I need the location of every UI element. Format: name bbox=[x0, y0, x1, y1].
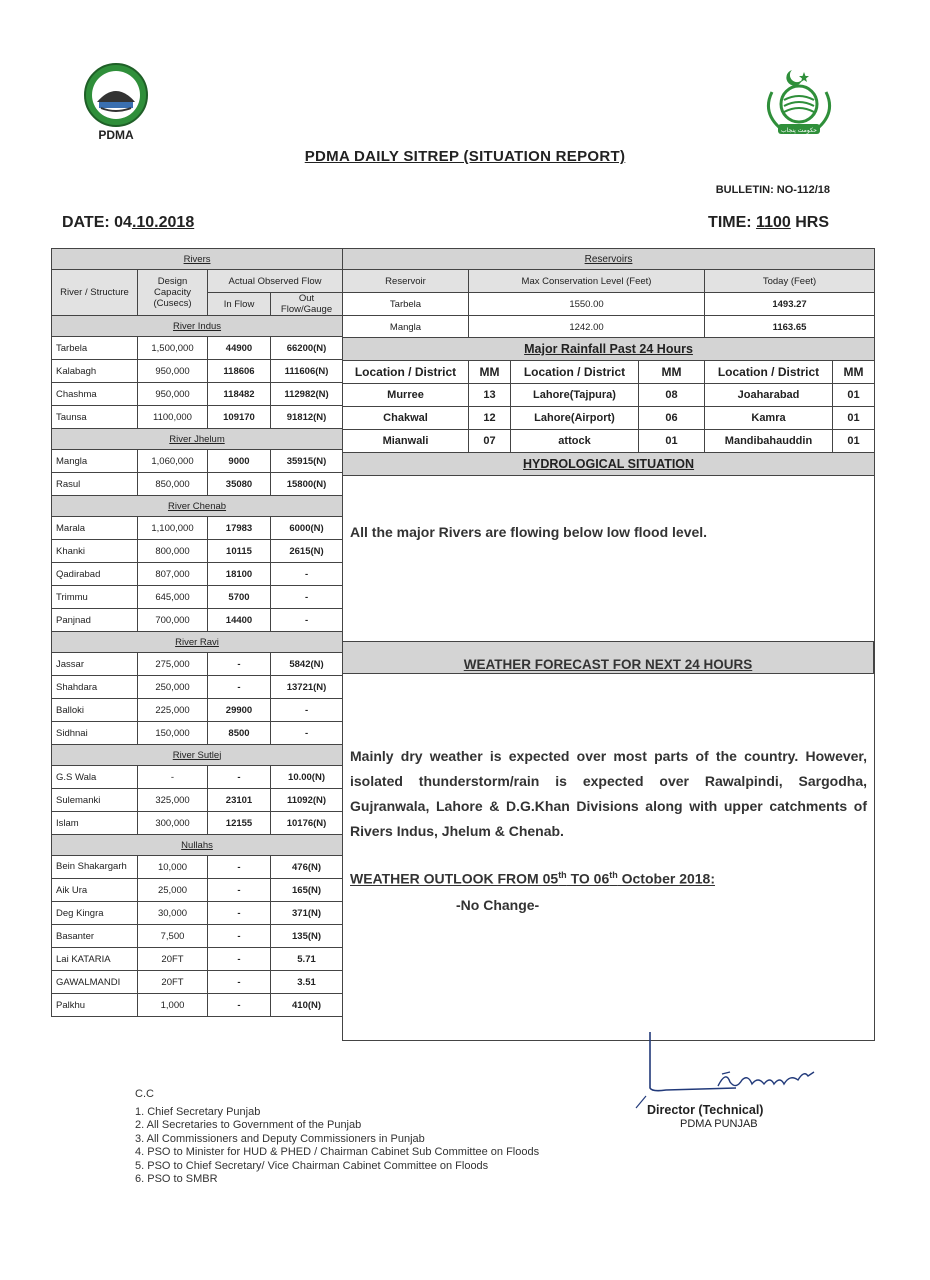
outflow-value: 371(N) bbox=[271, 902, 343, 925]
col-inflow: In Flow bbox=[208, 293, 271, 316]
rain-mm: 01 bbox=[833, 407, 875, 430]
rain-location: Mandibahauddin bbox=[705, 430, 833, 453]
design-capacity: 20FT bbox=[138, 948, 208, 971]
cc-item: 3. All Commissioners and Deputy Commissioners in Punjab bbox=[135, 1132, 425, 1145]
design-capacity: 20FT bbox=[138, 971, 208, 994]
structure-name: Trimmu bbox=[52, 586, 138, 609]
inflow-value: 9000 bbox=[208, 450, 271, 473]
rain-mm: 13 bbox=[469, 384, 511, 407]
inflow-value: 8500 bbox=[208, 722, 271, 745]
structure-name: Chashma bbox=[52, 383, 138, 406]
design-capacity: 645,000 bbox=[138, 586, 208, 609]
table-row bbox=[52, 994, 343, 1017]
table-row bbox=[52, 540, 343, 563]
rain-location: Lahore(Airport) bbox=[511, 407, 639, 430]
design-capacity: 850,000 bbox=[138, 473, 208, 496]
outflow-value: - bbox=[271, 609, 343, 632]
design-capacity: 1,500,000 bbox=[138, 337, 208, 360]
structure-name: Deg Kingra bbox=[52, 902, 138, 925]
cc-title: C.C bbox=[135, 1088, 154, 1100]
table-row bbox=[52, 789, 343, 812]
inflow-value: - bbox=[208, 971, 271, 994]
structure-name: Islam bbox=[52, 812, 138, 835]
report-title: PDMA DAILY SITREP (SITUATION REPORT) bbox=[304, 148, 626, 165]
structure-name: Basanter bbox=[52, 925, 138, 948]
inflow-value: - bbox=[208, 766, 271, 789]
design-capacity: 225,000 bbox=[138, 699, 208, 722]
inflow-value: - bbox=[208, 948, 271, 971]
table-row bbox=[52, 609, 343, 632]
table-row bbox=[52, 925, 343, 948]
inflow-value: 17983 bbox=[208, 517, 271, 540]
outlook-text: -No Change- bbox=[456, 897, 540, 913]
col-location: Location / District bbox=[511, 361, 639, 384]
cc-item: 2. All Secretaries to Government of the Punjab bbox=[135, 1119, 362, 1131]
reservoir-today: 1163.65 bbox=[705, 316, 875, 339]
structure-name: Panjnad bbox=[52, 609, 138, 632]
rain-location: Joaharabad bbox=[705, 384, 833, 407]
outflow-value: 5842(N) bbox=[271, 653, 343, 676]
outflow-value: 66200(N) bbox=[271, 337, 343, 360]
cc-item: 6. PSO to SMBR bbox=[135, 1173, 218, 1185]
cc-item: 1. Chief Secretary Punjab bbox=[135, 1105, 261, 1118]
cc-item: 5. PSO to Chief Secretary/ Vice Chairman Cabinet Committee on Floods bbox=[135, 1159, 489, 1172]
inflow-value: 29900 bbox=[208, 699, 271, 722]
table-row bbox=[52, 971, 343, 994]
design-capacity: 1,060,000 bbox=[138, 450, 208, 473]
hydrological-title: HYDROLOGICAL SITUATION bbox=[343, 453, 875, 476]
inflow-value: 35080 bbox=[208, 473, 271, 496]
pdma-logo-text: PDMA bbox=[98, 128, 134, 142]
design-capacity: 800,000 bbox=[138, 540, 208, 563]
reservoirs-table bbox=[342, 248, 875, 339]
river-section-header bbox=[52, 429, 343, 450]
col-location: Location / District bbox=[705, 361, 833, 384]
outflow-value: - bbox=[271, 722, 343, 745]
structure-name: GAWALMANDI bbox=[52, 971, 138, 994]
col-river-structure: River / Structure bbox=[52, 270, 138, 316]
structure-name: Qadirabad bbox=[52, 563, 138, 586]
design-capacity: 807,000 bbox=[138, 563, 208, 586]
structure-name: Tarbela bbox=[52, 337, 138, 360]
inflow-value: - bbox=[208, 879, 271, 902]
table-row bbox=[52, 406, 343, 429]
structure-name: Shahdara bbox=[52, 676, 138, 699]
reservoir-today: 1493.27 bbox=[705, 293, 875, 316]
inflow-value: 118606 bbox=[208, 360, 271, 383]
cc-item: 4. PSO to Minister for HUD & PHED / Chairman Cabinet Sub Committee on Floods bbox=[135, 1146, 540, 1158]
outflow-value: 135(N) bbox=[271, 925, 343, 948]
inflow-value: - bbox=[208, 994, 271, 1017]
table-row bbox=[52, 766, 343, 789]
structure-name: Kalabagh bbox=[52, 360, 138, 383]
outflow-value: 112982(N) bbox=[271, 383, 343, 406]
table-row bbox=[52, 517, 343, 540]
col-today-level: Today (Feet) bbox=[705, 270, 875, 293]
outlook-title: WEATHER OUTLOOK FROM 05th TO 06th October 2018: bbox=[350, 870, 715, 887]
structure-name: Mangla bbox=[52, 450, 138, 473]
inflow-value: 10115 bbox=[208, 540, 271, 563]
outflow-value: 11092(N) bbox=[271, 789, 343, 812]
signatory-organization: PDMA PUNJAB bbox=[680, 1118, 758, 1130]
table-row bbox=[52, 586, 343, 609]
structure-name: Balloki bbox=[52, 699, 138, 722]
river-section-title: River Jhelum bbox=[52, 429, 343, 450]
design-capacity: 950,000 bbox=[138, 383, 208, 406]
reservoir-name: Mangla bbox=[343, 316, 469, 339]
outflow-value: 5.71 bbox=[271, 948, 343, 971]
rain-mm: 06 bbox=[639, 407, 705, 430]
outflow-value: 6000(N) bbox=[271, 517, 343, 540]
pdma-logo bbox=[83, 62, 149, 128]
rain-location: attock bbox=[511, 430, 639, 453]
structure-name: Sidhnai bbox=[52, 722, 138, 745]
design-capacity: 1,100,000 bbox=[138, 517, 208, 540]
inflow-value: 5700 bbox=[208, 586, 271, 609]
design-capacity: 1,000 bbox=[138, 994, 208, 1017]
structure-name: Sulemanki bbox=[52, 789, 138, 812]
outflow-value: - bbox=[271, 699, 343, 722]
table-row bbox=[52, 902, 343, 925]
design-capacity: - bbox=[138, 766, 208, 789]
col-location: Location / District bbox=[343, 361, 469, 384]
rain-location: Murree bbox=[343, 384, 469, 407]
reservoirs-title: Reservoirs bbox=[343, 249, 875, 270]
outflow-value: 165(N) bbox=[271, 879, 343, 902]
inflow-value: 23101 bbox=[208, 789, 271, 812]
outflow-value: 13721(N) bbox=[271, 676, 343, 699]
table-row bbox=[52, 879, 343, 902]
river-section-title: River Chenab bbox=[52, 496, 343, 517]
outflow-value: 35915(N) bbox=[271, 450, 343, 473]
hydrological-text: All the major Rivers are flowing below low flood level. bbox=[350, 524, 708, 540]
outflow-value: 476(N) bbox=[271, 856, 343, 879]
report-date: DATE: 04.10.2018 bbox=[62, 214, 195, 231]
structure-name: Rasul bbox=[52, 473, 138, 496]
col-mm: MM bbox=[639, 361, 705, 384]
rain-location: Chakwal bbox=[343, 407, 469, 430]
bulletin-number: BULLETIN: NO-112/18 bbox=[715, 184, 830, 196]
rivers-title: Rivers bbox=[52, 249, 343, 270]
reservoir-max: 1242.00 bbox=[469, 316, 705, 339]
table-row bbox=[52, 563, 343, 586]
report-time: TIME: 1100 HRS bbox=[708, 214, 829, 231]
rain-location: Kamra bbox=[705, 407, 833, 430]
rain-mm: 07 bbox=[469, 430, 511, 453]
structure-name: Palkhu bbox=[52, 994, 138, 1017]
river-section-header bbox=[52, 316, 343, 337]
outflow-value: 410(N) bbox=[271, 994, 343, 1017]
rain-mm: 01 bbox=[639, 430, 705, 453]
table-row bbox=[52, 473, 343, 496]
col-reservoir: Reservoir bbox=[343, 270, 469, 293]
structure-name: Lai KATARIA bbox=[52, 948, 138, 971]
table-row bbox=[52, 676, 343, 699]
emblem-inscription: حکومت پنجاب bbox=[781, 127, 817, 134]
river-section-header bbox=[52, 632, 343, 653]
river-section-header bbox=[52, 496, 343, 517]
inflow-value: - bbox=[208, 676, 271, 699]
outflow-value: - bbox=[271, 563, 343, 586]
structure-name: Aik Ura bbox=[52, 879, 138, 902]
table-row bbox=[52, 360, 343, 383]
inflow-value: - bbox=[208, 653, 271, 676]
forecast-header bbox=[342, 641, 874, 674]
design-capacity: 25,000 bbox=[138, 879, 208, 902]
design-capacity: 30,000 bbox=[138, 902, 208, 925]
forecast-text: Mainly dry weather is expected over most parts of the country. However, isolated thunderstorm/rain is expected over Rawalpindi, Sargodha, Gujranwala, Lahore & D.G.Khan Divisions along with upper catchments of Rivers Indus, Jhelum & Chenab. bbox=[350, 748, 867, 839]
design-capacity: 250,000 bbox=[138, 676, 208, 699]
design-capacity: 150,000 bbox=[138, 722, 208, 745]
rivers-table bbox=[51, 248, 343, 1017]
col-actual-flow: Actual Observed Flow bbox=[208, 270, 343, 293]
outflow-value: 111606(N) bbox=[271, 360, 343, 383]
structure-name: G.S Wala bbox=[52, 766, 138, 789]
design-capacity: 7,500 bbox=[138, 925, 208, 948]
river-section-title: River Ravi bbox=[52, 632, 343, 653]
rainfall-table bbox=[342, 337, 875, 476]
design-capacity: 1100,000 bbox=[138, 406, 208, 429]
design-capacity: 275,000 bbox=[138, 653, 208, 676]
rain-mm: 12 bbox=[469, 407, 511, 430]
design-capacity: 10,000 bbox=[138, 856, 208, 879]
structure-name: Marala bbox=[52, 517, 138, 540]
col-design-capacity: Design Capacity (Cusecs) bbox=[138, 270, 208, 316]
table-row bbox=[52, 383, 343, 406]
table-row bbox=[52, 948, 343, 971]
col-mm: MM bbox=[833, 361, 875, 384]
design-capacity: 325,000 bbox=[138, 789, 208, 812]
col-mm: MM bbox=[469, 361, 511, 384]
rain-mm: 08 bbox=[639, 384, 705, 407]
design-capacity: 700,000 bbox=[138, 609, 208, 632]
inflow-value: 109170 bbox=[208, 406, 271, 429]
outflow-value: 10176(N) bbox=[271, 812, 343, 835]
reservoir-name: Tarbela bbox=[343, 293, 469, 316]
river-section-title: Nullahs bbox=[52, 835, 343, 856]
river-section-title: River Indus bbox=[52, 316, 343, 337]
inflow-value: - bbox=[208, 902, 271, 925]
inflow-value: 12155 bbox=[208, 812, 271, 835]
river-section-header bbox=[52, 745, 343, 766]
inflow-value: 118482 bbox=[208, 383, 271, 406]
outflow-value: 91812(N) bbox=[271, 406, 343, 429]
rain-location: Mianwali bbox=[343, 430, 469, 453]
cc-list bbox=[135, 1088, 539, 1187]
structure-name: Bein Shakargarh bbox=[52, 856, 138, 879]
forecast-title: WEATHER FORECAST FOR NEXT 24 HOURS bbox=[463, 657, 753, 672]
inflow-value: 14400 bbox=[208, 609, 271, 632]
col-max-level: Max Conservation Level (Feet) bbox=[469, 270, 705, 293]
structure-name: Khanki bbox=[52, 540, 138, 563]
inflow-value: - bbox=[208, 925, 271, 948]
structure-name: Jassar bbox=[52, 653, 138, 676]
table-row bbox=[52, 699, 343, 722]
table-row bbox=[52, 450, 343, 473]
design-capacity: 300,000 bbox=[138, 812, 208, 835]
structure-name: Taunsa bbox=[52, 406, 138, 429]
inflow-value: - bbox=[208, 856, 271, 879]
outflow-value: 10.00(N) bbox=[271, 766, 343, 789]
rain-mm: 01 bbox=[833, 384, 875, 407]
outflow-value: 3.51 bbox=[271, 971, 343, 994]
signature-image bbox=[618, 1030, 833, 1110]
outflow-value: 2615(N) bbox=[271, 540, 343, 563]
rain-mm: 01 bbox=[833, 430, 875, 453]
col-outflow: Out Flow/Gauge bbox=[271, 293, 343, 316]
reservoir-max: 1550.00 bbox=[469, 293, 705, 316]
design-capacity: 950,000 bbox=[138, 360, 208, 383]
river-section-header bbox=[52, 835, 343, 856]
table-row bbox=[52, 722, 343, 745]
table-row bbox=[52, 812, 343, 835]
rainfall-title: Major Rainfall Past 24 Hours bbox=[343, 338, 875, 361]
table-row bbox=[52, 653, 343, 676]
river-section-title: River Sutlej bbox=[52, 745, 343, 766]
inflow-value: 18100 bbox=[208, 563, 271, 586]
table-row bbox=[52, 337, 343, 360]
outflow-value: - bbox=[271, 586, 343, 609]
rain-location: Lahore(Tajpura) bbox=[511, 384, 639, 407]
table-row bbox=[52, 856, 343, 879]
inflow-value: 44900 bbox=[208, 337, 271, 360]
signatory-title: Director (Technical) bbox=[647, 1103, 764, 1117]
outflow-value: 15800(N) bbox=[271, 473, 343, 496]
punjab-government-emblem bbox=[752, 62, 846, 140]
